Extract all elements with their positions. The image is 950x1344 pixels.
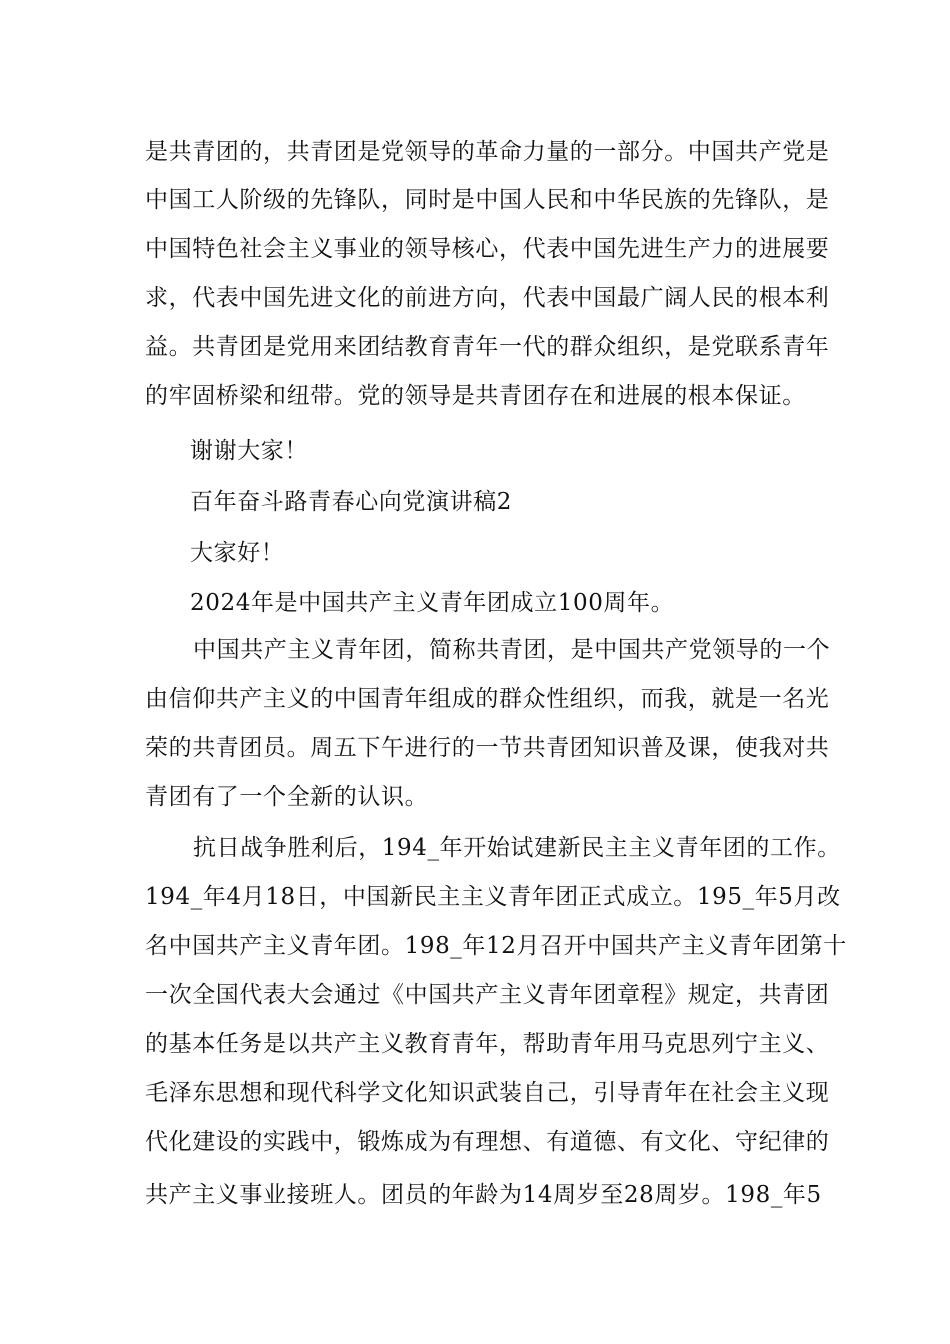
paragraph-line: 荣的共青团员。周五下午进行的一节共青团知识普及课，使我对共 (145, 735, 830, 761)
paragraph-line: 由信仰共产主义的中国青年组成的群众性组织，而我，就是一名光 (145, 686, 830, 712)
paragraph-line: 中国工人阶级的先锋队，同时是中国人民和中华民族的先锋队，是 (145, 187, 830, 213)
paragraph-line: 一次全国代表大会通过《中国共产主义青年团章程》规定，共青团 (145, 982, 830, 1008)
paragraph-line: 名中国共产主义青年团。198_年12月召开中国共产主义青年团第十 (145, 933, 847, 959)
paragraph-line: 毛泽东思想和现代科学文化知识武装自己，引导青年在社会主义现 (145, 1080, 830, 1106)
paragraph-line: 共产主义事业接班人。团员的年龄为14周岁至28周岁。198_年5 (145, 1182, 822, 1208)
paragraph-line: 代化建设的实践中，锻炼成为有理想、有道德、有文化、守纪律的 (145, 1129, 830, 1155)
anniversary-line: 2024年是中国共产主义青年团成立100周年。 (190, 590, 675, 616)
paragraph-line: 的牢固桥梁和纽带。党的领导是共青团存在和进展的根本保证。 (145, 383, 806, 409)
paragraph-line: 194_年4月18日，中国新民主主义青年团正式成立。195_年5月改 (145, 884, 841, 910)
paragraph-line: 中国共产主义青年团，简称共青团，是中国共产党领导的一个 (193, 637, 831, 663)
paragraph-line: 青团有了一个全新的认识。 (145, 784, 429, 810)
paragraph-line: 抗日战争胜利后，194_年开始试建新民主主义青年团的工作。 (193, 835, 841, 861)
paragraph-line: 益。共青团是党用来团结教育青年一代的群众组织，是党联系青年 (145, 334, 830, 360)
paragraph-line: 的基本任务是以共产主义教育青年，帮助青年用马克思列宁主义、 (145, 1031, 830, 1057)
paragraph-line: 中国特色社会主义事业的领导核心，代表中国先进生产力的进展要 (145, 236, 830, 262)
paragraph-line: 是共青团的，共青团是党领导的革命力量的一部分。中国共产党是 (145, 139, 830, 165)
thanks-line: 谢谢大家！ (190, 438, 308, 464)
paragraph-line: 求，代表中国先进文化的前进方向，代表中国最广阔人民的根本利 (145, 285, 830, 311)
section-title: 百年奋斗路青春心向党演讲稿2 (190, 489, 513, 515)
greeting-line: 大家好！ (190, 540, 285, 566)
